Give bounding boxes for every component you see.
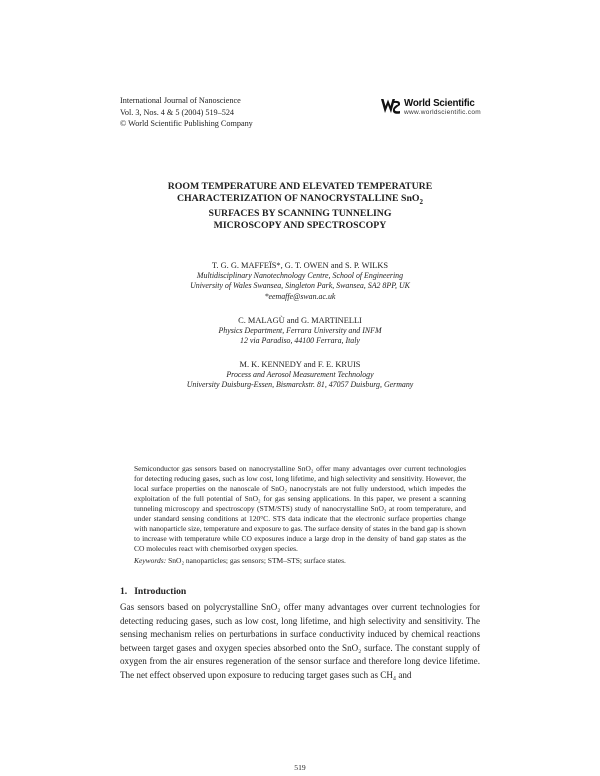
section-title: Introduction: [134, 586, 187, 597]
paper-title: [100, 181, 500, 232]
authors: T. G. G. MAFFEÏS*, G. T. OWEN and S. P. WILKS: [211, 261, 389, 270]
keywords: [134, 556, 466, 566]
title-line-3: SURFACES BY SCANNING TUNNELING: [208, 207, 392, 219]
authors: C. MALAGÙ and G. MARTINELLI: [238, 316, 362, 325]
author-email: *eemaffe@swan.ac.uk: [264, 291, 336, 301]
body-text: [120, 601, 480, 683]
author-group-3: [100, 359, 500, 391]
body-paragraph: Gas sensors based on polycrystalline SnO₂ offer many advantages over current technologies for detecting reducing gases, such as low cost, long lifetime, and high selectivity and sensitivity. The sensing mechanism relies on perturbations in surface conductivity induced by chemical reactions between target gases and oxygen species absorbed onto the SnO₂ surface. The constant supply of oxygen from the air ensures regeneration of the sensor surface and therefore long device lifetime. The net effect observed upon exposure to reducing target gases such as CH₄ and: [120, 602, 480, 680]
world-scientific-logo-icon: [380, 96, 402, 116]
keywords-text: SnO₂ nanoparticles; gas sensors; STM–STS; surface states.: [168, 556, 346, 565]
title-line-4: MICROSCOPY AND SPECTROSCOPY: [213, 219, 387, 231]
journal-volume: Vol. 3, Nos. 4 & 5 (2004) 519–524: [120, 107, 235, 117]
author-group-2: [100, 315, 500, 347]
title-line-2-text: CHARACTERIZATION OF NANOCRYSTALLINE SnO: [176, 193, 420, 204]
abstract: [134, 464, 466, 554]
page-number: 519: [294, 763, 306, 772]
affiliation-line: University of Wales Swansea, Singleton Park, Swansea, SA2 8PP, UK: [190, 281, 410, 291]
publisher-name: World Scientific: [404, 98, 475, 109]
affiliation-line: Multidisciplinary Nanotechnology Centre, School of Engineering: [196, 271, 404, 280]
keywords-label: Keywords:: [134, 556, 167, 565]
publisher-subline: www.worldscientific.com: [404, 109, 481, 116]
abstract-text: Semiconductor gas sensors based on nanocrystalline SnO₂ offer many advantages over current technologies for detecting reducing gases, such as low cost, long lifetime, and high selectivity and sensitivity. However, the local surface properties on the nanoscale of SnO₂ nanocrystals are not fully understood, which impedes the exploitation of the full potential of SnO₂ for gas sensing applications. In this paper, we present a scanning tunneling microscopy and spectroscopy (STM/STS) study of nanocrystalline SnO₂ at room temperature, and under standard sensing conditions at 120°C. STS data indicate that the electronic surface properties change with nanoparticle size, temperature and exposure to gas. The surface density of states in the band gap is shown to increase with temperature while CO exposures induce a large drop in the density of band gap states as the CO molecules react with chemisorbed oxygen species.: [134, 464, 466, 553]
affiliation-line: 12 via Paradiso, 44100 Ferrara, Italy: [240, 336, 360, 346]
author-group-1: [100, 260, 500, 302]
affiliation-line: Process and Aerosol Measurement Technology: [226, 370, 374, 379]
section-number: 1.: [120, 586, 128, 597]
journal-header: [120, 95, 253, 130]
title-line-1: ROOM TEMPERATURE AND ELEVATED TEMPERATURE: [167, 181, 433, 192]
title-line-2: [100, 193, 500, 208]
journal-name: International Journal of Nanoscience: [120, 96, 241, 105]
section-heading: [120, 586, 193, 597]
title-subscript: 2: [419, 197, 424, 206]
journal-copyright: © World Scientific Publishing Company: [120, 119, 253, 128]
affiliation-line: Physics Department, Ferrara University and INFM: [218, 326, 382, 335]
publisher-logo: [380, 96, 481, 120]
authors: M. K. KENNEDY and F. E. KRUIS: [239, 360, 361, 369]
affiliation-line: University Duisburg-Essen, Bismarckstr. 81, 47057 Duisburg, Germany: [186, 380, 414, 390]
